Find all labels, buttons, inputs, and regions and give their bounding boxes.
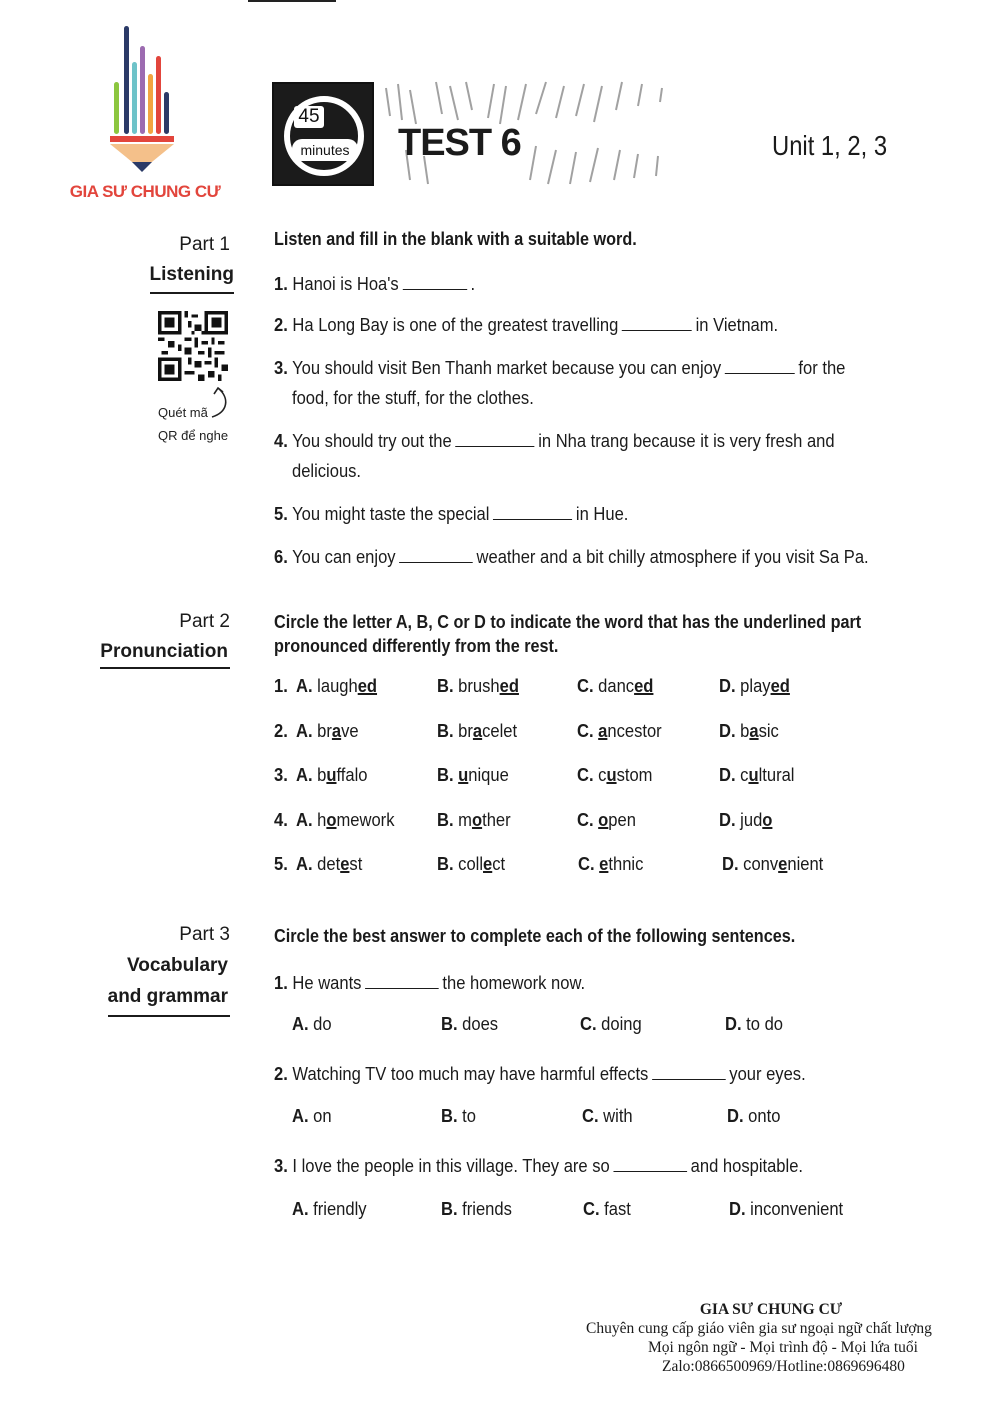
word-part: det [317, 854, 341, 874]
answer-option[interactable] [441, 1199, 512, 1220]
answer-option[interactable] [292, 1106, 332, 1127]
answer-option[interactable] [580, 1014, 642, 1035]
option-letter: A. [296, 854, 313, 874]
pronunciation-option[interactable] [296, 810, 394, 831]
option-letter: B. [441, 1199, 458, 1219]
pencil-logo-icon [108, 22, 184, 172]
word-part: stom [616, 765, 653, 785]
answer-option[interactable] [292, 1199, 367, 1220]
underlined-part: ed [634, 676, 654, 696]
option-text: with [603, 1106, 633, 1126]
underlined-part: a [749, 721, 759, 741]
option-text: fast [604, 1199, 631, 1219]
pronunciation-row-number: 2. [274, 721, 288, 741]
word-part: m [458, 810, 472, 830]
answer-blank[interactable] [493, 506, 572, 520]
test-title: TEST 6 [398, 122, 521, 164]
underlined-part: ed [770, 676, 790, 696]
pronunciation-option[interactable] [719, 721, 779, 742]
footer-line3: Zalo:0866500969/Hotline:0869696480 [662, 1358, 905, 1375]
pronunciation-option[interactable] [578, 854, 643, 875]
answer-option[interactable] [725, 1014, 783, 1035]
option-text: to do [746, 1014, 784, 1034]
grammar-question [274, 1152, 803, 1181]
option-text: doing [601, 1014, 642, 1034]
option-letter: D. [722, 854, 739, 874]
word-part: jud [740, 810, 763, 830]
pronunciation-option[interactable] [437, 676, 519, 697]
underlined-part: e [340, 854, 350, 874]
option-letter: A. [292, 1199, 309, 1219]
pronunciation-option[interactable] [719, 676, 790, 697]
word-part: ct [492, 854, 506, 874]
option-letter: C. [580, 1014, 597, 1034]
pronunciation-option[interactable] [437, 765, 509, 786]
answer-option[interactable] [729, 1199, 843, 1220]
option-letter: D. [725, 1014, 742, 1034]
question-text: Ha Long Bay is one of the greatest travelling [292, 315, 619, 335]
option-letter: C. [577, 721, 594, 741]
underlined-part: u [458, 765, 469, 785]
pronunciation-option[interactable] [296, 721, 359, 742]
timer-number: 45 [294, 106, 324, 128]
word-part: danc [598, 676, 635, 696]
listening-question [274, 311, 778, 340]
option-letter: D. [719, 676, 736, 696]
option-letter: C. [577, 765, 594, 785]
question-text-after: in Nha trang because it is very fresh and [538, 431, 835, 451]
question-number: 1. [274, 274, 288, 294]
pronunciation-option[interactable] [437, 810, 511, 831]
pronunciation-option[interactable] [296, 676, 377, 697]
question-text-after: the homework now. [442, 973, 586, 993]
option-text: to [462, 1106, 476, 1126]
word-part: brush [458, 676, 500, 696]
option-letter: D. [719, 721, 736, 741]
option-letter: A. [296, 810, 313, 830]
word-part: ltural [758, 765, 795, 785]
underlined-part: u [326, 765, 337, 785]
underlined-part: e [778, 854, 788, 874]
pronunciation-option[interactable] [577, 810, 636, 831]
pronunciation-option[interactable] [722, 854, 823, 875]
option-letter: D. [727, 1106, 744, 1126]
question-number: 2. [274, 1064, 288, 1084]
underlined-part: ed [499, 676, 519, 696]
word-part: conv [743, 854, 779, 874]
word-part: b [317, 765, 327, 785]
logo [60, 22, 230, 202]
listening-question [274, 543, 869, 572]
footer-line2: Mọi ngôn ngữ - Mọi trình độ - Mọi lứa tuổi [648, 1339, 918, 1356]
underlined-part: e [483, 854, 493, 874]
pronunciation-option[interactable] [719, 810, 772, 831]
pronunciation-row-number: 1. [274, 676, 288, 696]
question-number: 3. [274, 358, 288, 378]
word-part: nique [468, 765, 509, 785]
word-part: c [740, 765, 749, 785]
underlined-part: o [471, 810, 483, 830]
question-text-after: your eyes. [729, 1064, 806, 1084]
question-text-after: in Hue. [575, 504, 629, 524]
answer-blank[interactable] [455, 433, 534, 447]
word-part: ve [341, 721, 359, 741]
question-text: You might taste the special [292, 504, 490, 524]
part3-label: Part 3 [179, 924, 230, 945]
grammar-question [274, 969, 585, 998]
question-text: I love the people in this village. They are so [292, 1156, 610, 1176]
pronunciation-row-number: 4. [274, 810, 288, 830]
underlined-part: o [762, 810, 773, 830]
word-part: pen [608, 810, 636, 830]
listening-question [274, 270, 475, 299]
word-part: play [740, 676, 771, 696]
pronunciation-option[interactable] [437, 721, 517, 742]
word-part: mework [336, 810, 395, 830]
option-letter: C. [577, 810, 594, 830]
word-part: br [317, 721, 332, 741]
word-part: laugh [317, 676, 358, 696]
underlined-part: u [606, 765, 617, 785]
part2-instruction-line2: pronounced differently from the rest. [274, 636, 559, 656]
answer-blank[interactable] [613, 1158, 687, 1172]
question-text: Watching TV too much may have harmful effects [292, 1064, 649, 1084]
qr-caption-scan: Quét mã [158, 405, 208, 420]
option-letter: A. [296, 721, 313, 741]
option-letter: B. [437, 676, 454, 696]
option-letter: A. [296, 765, 313, 785]
word-part: ncestor [607, 721, 662, 741]
part3-instruction: Circle the best answer to complete each of the following sentences. [274, 926, 796, 946]
option-letter: D. [719, 810, 736, 830]
part2-label: Part 2 [179, 611, 230, 632]
question-continuation: food, for the stuff, for the clothes. [292, 388, 534, 408]
unit-label: Unit 1, 2, 3 [772, 130, 888, 161]
answer-option[interactable] [583, 1199, 631, 1220]
answer-option[interactable] [441, 1014, 498, 1035]
answer-blank[interactable] [399, 549, 473, 563]
word-part: ther [482, 810, 511, 830]
option-letter: D. [719, 765, 736, 785]
option-text: friendly [313, 1199, 367, 1219]
word-part: sic [758, 721, 779, 741]
pronunciation-option[interactable] [577, 676, 653, 697]
question-text: You should try out the [292, 431, 452, 451]
question-text-after: weather and a bit chilly atmosphere if you visit Sa Pa. [476, 547, 869, 567]
pronunciation-option[interactable] [296, 854, 362, 875]
word-part: coll [458, 854, 484, 874]
option-letter: C. [582, 1106, 599, 1126]
answer-blank[interactable] [652, 1066, 726, 1080]
answer-blank[interactable] [725, 360, 795, 374]
option-letter: C. [578, 854, 595, 874]
grammar-question [274, 1060, 806, 1089]
question-continuation: delicious. [292, 461, 362, 481]
part1-instruction: Listen and fill in the blank with a suitable word. [274, 229, 637, 249]
answer-option[interactable] [441, 1106, 476, 1127]
question-number: 1. [274, 973, 288, 993]
word-part: nient [787, 854, 824, 874]
word-part: br [458, 721, 473, 741]
question-number: 4. [274, 431, 288, 451]
answer-blank[interactable] [622, 317, 692, 331]
listening-question [274, 354, 845, 383]
word-part: st [349, 854, 363, 874]
option-letter: A. [296, 676, 313, 696]
option-letter: B. [437, 721, 454, 741]
answer-blank[interactable] [365, 975, 439, 989]
part1-label: Part 1 [179, 234, 230, 255]
option-text: inconvenient [750, 1199, 844, 1219]
question-text-after: . [470, 274, 476, 294]
word-part: ffalo [336, 765, 368, 785]
curved-arrow-icon [208, 384, 232, 420]
listening-question [274, 427, 835, 456]
footer [560, 1300, 990, 1376]
timer-badge [272, 82, 374, 186]
underlined-part: a [598, 721, 608, 741]
listening-question [274, 500, 628, 529]
qr-caption-listen: QR để nghe [158, 428, 229, 443]
word-part: celet [482, 721, 518, 741]
underlined-part: o [326, 810, 337, 830]
part1-title: Listening [149, 264, 234, 285]
part2-rule [100, 667, 230, 669]
pronunciation-row-number: 5. [274, 854, 288, 874]
answer-option[interactable] [727, 1106, 780, 1127]
option-text: do [313, 1014, 332, 1034]
option-letter: C. [577, 676, 594, 696]
word-part: thnic [608, 854, 644, 874]
pronunciation-option[interactable] [437, 854, 505, 875]
pronunciation-option[interactable] [577, 765, 652, 786]
question-text-after: for the [798, 358, 846, 378]
top-rule [248, 0, 336, 2]
question-text: You can enjoy [292, 547, 396, 567]
question-text: He wants [292, 973, 362, 993]
pronunciation-row-number: 3. [274, 765, 288, 785]
word-part: b [740, 721, 750, 741]
option-text: onto [748, 1106, 781, 1126]
option-letter: D. [729, 1199, 746, 1219]
part3-title-line1: Vocabulary [126, 955, 228, 976]
test-header [272, 80, 912, 190]
option-letter: A. [292, 1014, 309, 1034]
option-text: does [462, 1014, 499, 1034]
pronunciation-option[interactable] [719, 765, 794, 786]
question-number: 5. [274, 504, 288, 524]
option-letter: C. [583, 1199, 600, 1219]
question-number: 3. [274, 1156, 288, 1176]
pronunciation-option[interactable] [296, 765, 368, 786]
question-text-after: in Vietnam. [695, 315, 779, 335]
option-letter: B. [441, 1106, 458, 1126]
part1-rule [150, 292, 234, 294]
footer-line1: Chuyên cung cấp giáo viên gia sư ngoại ngữ chất lượng [586, 1320, 932, 1337]
part2-instruction-line1: Circle the letter A, B, C or D to indicate the word that has the underlined part [274, 612, 862, 632]
question-text-after: and hospitable. [690, 1156, 804, 1176]
underlined-part: a [472, 721, 483, 741]
option-letter: B. [437, 854, 454, 874]
question-number: 2. [274, 315, 288, 335]
word-part: c [598, 765, 607, 785]
question-number: 6. [274, 547, 288, 567]
qr-code[interactable] [158, 311, 228, 381]
option-letter: B. [437, 765, 454, 785]
option-letter: A. [292, 1106, 309, 1126]
pronunciation-option[interactable] [577, 721, 662, 742]
underlined-part: o [598, 810, 609, 830]
underlined-part: e [599, 854, 609, 874]
part3-rule [108, 1015, 230, 1017]
option-text: on [313, 1106, 332, 1126]
question-text: You should visit Ben Thanh market because you can enjoy [292, 358, 722, 378]
option-text: friends [462, 1199, 512, 1219]
word-part: h [317, 810, 327, 830]
underlined-part: ed [357, 676, 378, 696]
answer-blank[interactable] [402, 276, 466, 290]
option-letter: B. [437, 810, 454, 830]
timer-unit: minutes [292, 139, 358, 161]
footer-title: GIA SƯ CHUNG CƯ [699, 1301, 843, 1318]
logo-text: GIA SƯ CHUNG CƯ [69, 182, 221, 201]
part2-title: Pronunciation [100, 641, 228, 662]
answer-option[interactable] [292, 1014, 332, 1035]
option-letter: B. [441, 1014, 458, 1034]
question-text: Hanoi is Hoa's [292, 274, 399, 294]
answer-option[interactable] [582, 1106, 633, 1127]
underlined-part: u [748, 765, 759, 785]
part3-title-line2: and grammar [107, 986, 228, 1007]
underlined-part: a [331, 721, 342, 741]
